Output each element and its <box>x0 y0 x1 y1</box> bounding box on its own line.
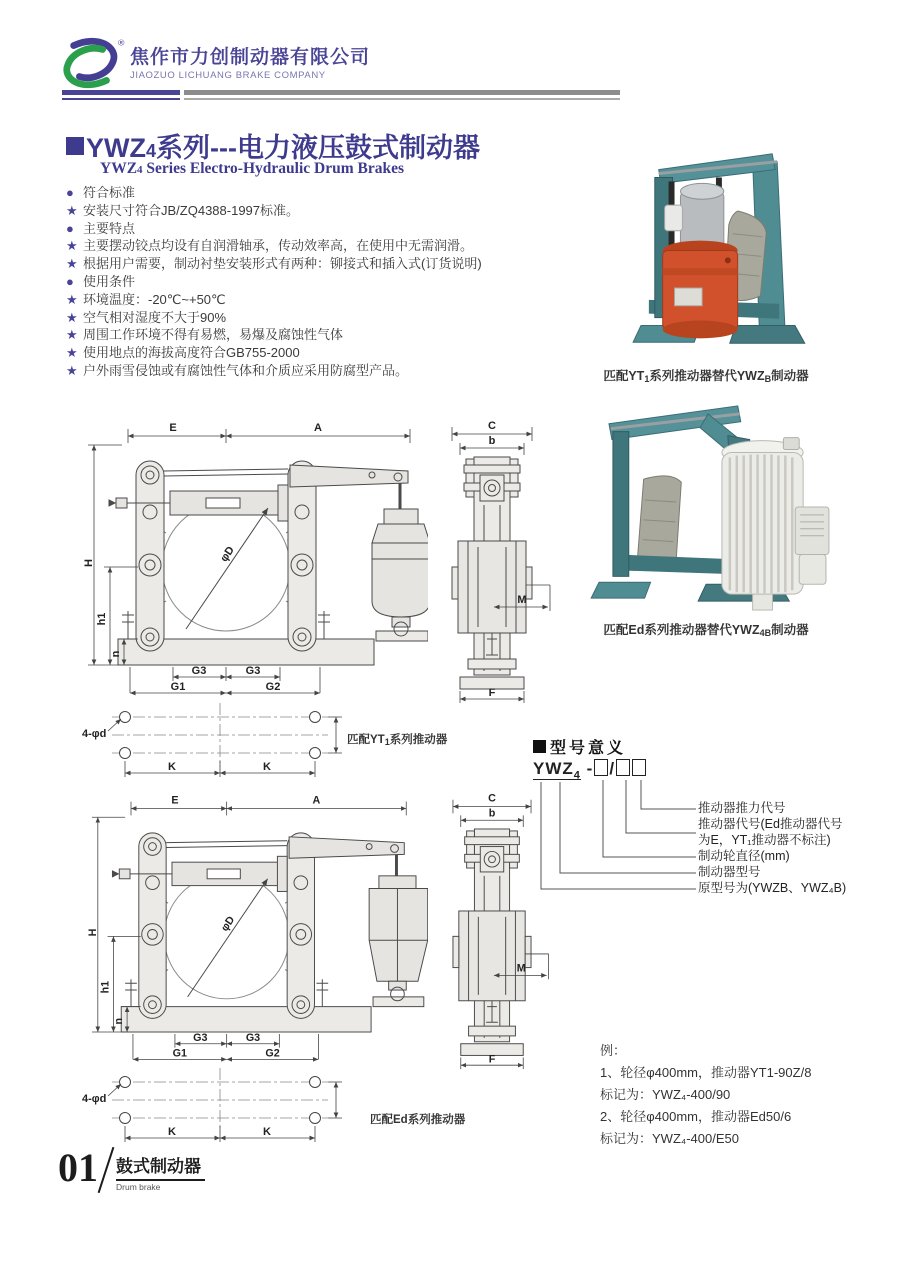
code-dash: - <box>586 759 594 778</box>
model-label: 原型号为(YWZB、YWZ₄B) <box>698 881 847 895</box>
dim-label-h: H <box>86 928 99 937</box>
feature-text: 符合标准 <box>83 185 136 200</box>
feature-text: 根据用户需要，制动衬垫安装形式有两种：铆接式和插入式(订货说明) <box>83 256 482 272</box>
dim-label-m: M <box>516 962 526 975</box>
dim-label-n: n <box>113 1017 126 1025</box>
page-number: 01 <box>58 1145 98 1190</box>
star-marker: ★ <box>66 327 78 343</box>
model-label: 推动器推力代号 <box>698 801 786 815</box>
header-rule-purple <box>62 90 180 95</box>
model-label: 推动器代号(Ed推动器代号 <box>698 817 843 831</box>
dim-label-m: M <box>517 594 527 606</box>
list-item <box>66 184 576 202</box>
star-marker: ★ <box>66 256 78 272</box>
header-rule-gray-thin <box>184 98 620 100</box>
subtitle-sub: 4 <box>137 164 143 176</box>
dim-label-h: H <box>83 559 95 567</box>
caption-part: 系列推动器替代YWZ <box>649 369 765 383</box>
dim-label-e: E <box>169 422 177 434</box>
code-slash: / <box>609 759 616 778</box>
dim-label-b: b <box>488 435 496 447</box>
dim-label-g3: G3 <box>245 665 261 677</box>
caption-part: 制动器 <box>771 369 809 383</box>
drawing-caption-ed: 匹配Ed系列推动器 <box>370 1114 466 1126</box>
dim-label-a: A <box>314 422 322 434</box>
header-rule-gray <box>184 90 620 95</box>
example-block <box>600 1040 811 1150</box>
title-square-bullet <box>66 137 84 155</box>
list-item <box>66 237 576 255</box>
list-item <box>66 273 576 291</box>
model-label: 制动器型号 <box>698 865 761 879</box>
subtitle-prefix: YWZ <box>100 160 138 177</box>
page-footer <box>58 1146 205 1194</box>
list-item <box>66 220 576 238</box>
base-plate-drawing-1 <box>80 693 360 785</box>
feature-text: 使用条件 <box>83 273 136 289</box>
star-marker: ★ <box>66 291 78 307</box>
star-marker: ★ <box>66 238 78 254</box>
photo-caption-ed <box>556 620 856 638</box>
caption-part: 系列推动器 <box>389 734 448 746</box>
list-item <box>66 202 576 220</box>
code-prefix: YWZ <box>533 759 574 778</box>
company-name-cn: 焦作市力创制动器有限公司 <box>130 47 371 68</box>
caption-subscript: B <box>764 374 772 384</box>
feature-text: 主要特点 <box>83 220 136 236</box>
feature-text: 空气相对湿度不大于90% <box>83 309 227 325</box>
example-line: 标记为：YWZ₄-400/E50 <box>600 1131 739 1146</box>
list-item <box>66 326 576 344</box>
feature-text: 主要摆动铰点均设有自润滑轴承，传动效率高，在使用中无需润滑。 <box>83 238 474 254</box>
star-marker: ★ <box>66 345 78 361</box>
feature-text: 户外雨雪侵蚀或有腐蚀性气体和介质应采用防腐型产品。 <box>83 362 409 378</box>
registered-mark: ® <box>118 37 125 48</box>
list-item <box>66 309 576 327</box>
dim-label-holes: 4-φd <box>82 728 107 740</box>
star-marker: ★ <box>66 202 78 218</box>
dim-label-c: C <box>488 420 496 432</box>
list-item <box>66 291 576 309</box>
company-logo-icon <box>52 34 130 92</box>
example-line: 1、轮径φ400mm，推动器YT1-90Z/8 <box>600 1065 812 1080</box>
model-placeholder-box <box>594 759 608 776</box>
caption-subscript: 4B <box>759 628 772 638</box>
caption-part: 制动器 <box>771 623 809 637</box>
dim-label-g3: G3 <box>193 1031 208 1044</box>
side-view-drawing-1 <box>428 415 556 707</box>
model-placeholder-box <box>632 759 646 776</box>
list-item <box>66 344 576 362</box>
heading-square-bullet <box>533 740 546 753</box>
page-subtitle <box>100 160 404 178</box>
bullet-marker: ● <box>66 273 74 289</box>
base-plate-drawing-2 <box>80 1058 360 1150</box>
feature-text: 使用地点的海拔高度符合GB755-2000 <box>83 345 300 361</box>
example-line: 例： <box>600 1043 627 1058</box>
list-item <box>66 362 576 380</box>
dim-label-g3: G3 <box>191 665 207 677</box>
bullet-marker: ● <box>66 220 74 236</box>
dim-label-k: K <box>263 761 271 773</box>
feature-text: 环境温度：-20℃~+50℃ <box>83 291 226 307</box>
feature-text: 安装尺寸符合JB/ZQ4388-1997标准。 <box>83 202 300 218</box>
front-view-drawing-yt1 <box>78 415 428 707</box>
caption-part: 匹配Ed系列推动器替代YWZ <box>603 623 760 637</box>
model-meaning-heading <box>533 735 626 758</box>
footer-title-en: Drum brake <box>116 1182 161 1192</box>
dim-label-g1: G1 <box>170 681 186 693</box>
dim-label-g2: G2 <box>265 1047 280 1060</box>
model-label: 制动轮直径(mm) <box>698 849 790 863</box>
caption-subscript: 1 <box>384 737 390 747</box>
product-photo-ed-brake <box>588 396 838 614</box>
dim-label-f: F <box>488 1053 496 1066</box>
dim-label-g3: G3 <box>245 1031 261 1044</box>
dim-label-phid: φD <box>218 914 238 934</box>
drawing-caption-yt1 <box>347 731 447 747</box>
dim-label-k: K <box>168 1126 176 1138</box>
caption-part: 匹配YT <box>603 369 645 383</box>
model-label: 为E，YT₁推动器不标注) <box>698 833 831 847</box>
front-view-drawing-ed <box>78 788 428 1073</box>
model-placeholder-box <box>616 759 630 776</box>
dim-label-holes: 4-φd <box>82 1093 107 1105</box>
caption-subscript: 1 <box>644 374 650 384</box>
code-subscript: 4 <box>573 769 581 782</box>
dim-label-k: K <box>168 761 176 773</box>
footer-title-block <box>116 1146 205 1192</box>
dim-label-f: F <box>488 687 496 699</box>
footer-slash <box>98 1147 115 1193</box>
dim-label-e: E <box>171 794 179 807</box>
dim-label-h1: h1 <box>96 612 108 626</box>
dim-label-c: C <box>488 792 496 805</box>
title-rest: 系列---电力液压鼓式制动器 <box>156 133 480 163</box>
star-marker: ★ <box>66 309 78 325</box>
side-view-drawing-2 <box>428 788 556 1073</box>
model-meaning-labels <box>698 800 846 896</box>
example-line: 2、轮径φ400mm，推动器Ed50/6 <box>600 1109 792 1124</box>
title-prefix: YWZ <box>86 133 146 163</box>
heading-text: 型号意义 <box>550 740 627 757</box>
subtitle-rest: Series Electro-Hydraulic Drum Brakes <box>142 160 404 177</box>
photo-caption-yt1 <box>556 366 856 384</box>
dim-label-g2: G2 <box>265 681 281 693</box>
company-name-block <box>130 42 370 81</box>
dim-label-h1: h1 <box>99 980 112 994</box>
star-marker: ★ <box>66 362 78 378</box>
list-item <box>66 255 576 273</box>
dim-label-b: b <box>488 807 496 820</box>
dim-label-k: K <box>263 1126 271 1138</box>
product-photo-yt1-brake <box>588 140 838 362</box>
dim-label-n: n <box>110 650 122 658</box>
title-sub: 4 <box>146 141 157 161</box>
example-line: 标记为：YWZ₄-400/90 <box>600 1087 731 1102</box>
bullet-marker: ● <box>66 185 74 200</box>
caption-part: 匹配YT <box>347 734 385 746</box>
dim-label-g1: G1 <box>172 1047 187 1060</box>
header-rule-purple-thin <box>62 98 180 100</box>
feature-list <box>66 184 576 380</box>
dim-label-a: A <box>312 794 321 807</box>
footer-title-cn: 鼓式制动器 <box>116 1146 205 1181</box>
company-name-en: JIAOZUO LICHUANG BRAKE COMPANY <box>130 70 326 81</box>
dim-label-phid: φD <box>218 544 237 565</box>
feature-text: 周围工作环境不得有易燃，易爆及腐蚀性气体 <box>83 327 344 343</box>
model-code-base <box>533 759 581 780</box>
